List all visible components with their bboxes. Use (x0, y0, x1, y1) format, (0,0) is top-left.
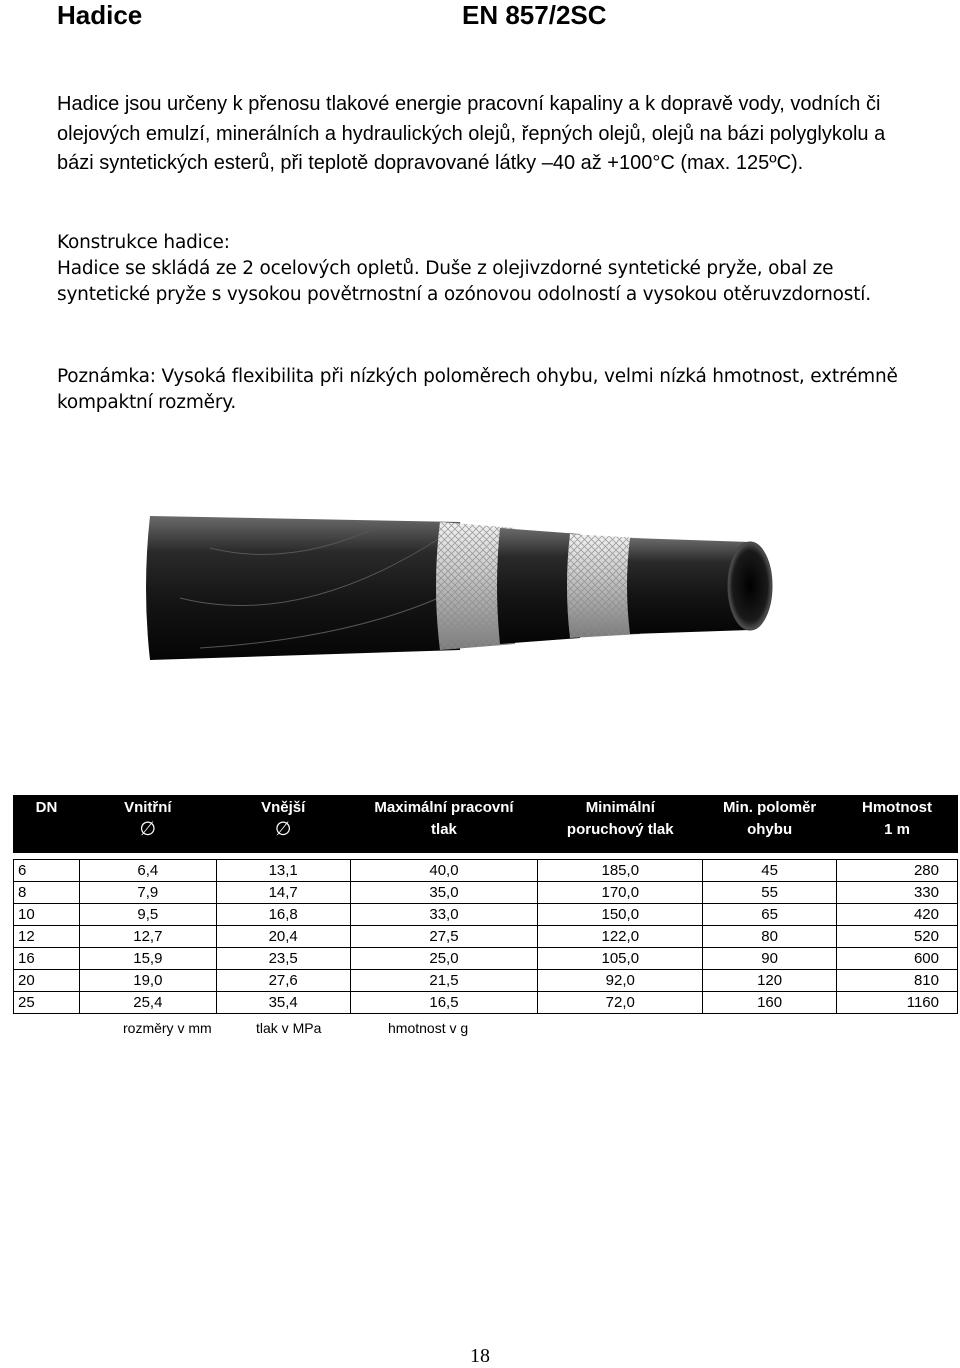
table-cell: 105,0 (538, 948, 703, 970)
table-cell: 6,4 (79, 860, 216, 882)
construction-text: Hadice se skládá ze 2 ocelových opletů. Duše z olejivzdorné syntetické pryže, obal ze syntetické pryže s vysokou povětrnostní a ozónovou odolností a vysokou otěruvzdorností. (57, 258, 871, 305)
standard-code: EN 857/2SC (462, 0, 607, 30)
table-cell: 25,4 (79, 992, 216, 1014)
table-row (14, 860, 958, 882)
table-cell: 27,5 (350, 926, 538, 948)
table-cell: 10 (14, 904, 80, 926)
table-cell: 160 (703, 992, 837, 1014)
table-cell: 420 (837, 904, 958, 926)
col-max-pressure: Maximální pracovní tlak (350, 796, 538, 853)
col-weight: Hmotnost 1 m (837, 796, 958, 853)
table-cell: 122,0 (538, 926, 703, 948)
page-number: 18 (470, 1345, 490, 1367)
page-title: Hadice (57, 0, 143, 30)
table-cell: 330 (837, 882, 958, 904)
col-bend-radius: Min. poloměr ohybu (703, 796, 837, 853)
intro-paragraph: Hadice jsou určeny k přenosu tlakové energie pracovní kapaliny a k dopravě vody, vodních či olejových emulzí, minerálních a hydraulických olejů, řepných olejů, olejů na bázi polyglykolu a bázi syntetických esterů, při teplotě dopravované látky –40 až +100°C (max. 125ºC). (57, 93, 886, 174)
table-cell: 55 (703, 882, 837, 904)
col-inner-diameter: Vnitřní ∅ (79, 796, 216, 853)
table-cell: 15,9 (79, 948, 216, 970)
diameter-icon: ∅ (139, 819, 157, 840)
note-paragraph: Poznámka: Vysoká flexibilita při nízkých poloměrech ohybu, velmi nízká hmotnost, extrémně kompaktní rozměry. (57, 366, 898, 413)
table-cell: 170,0 (538, 882, 703, 904)
table-row (14, 926, 958, 948)
table-cell: 280 (837, 860, 958, 882)
table-cell: 12,7 (79, 926, 216, 948)
units-pressure: tlak v MPa (256, 1020, 322, 1036)
table-row (14, 970, 958, 992)
col-dn: DN (14, 796, 80, 853)
table-cell: 1160 (837, 992, 958, 1014)
col-burst-pressure: Minimální poruchový tlak (538, 796, 703, 853)
table-header-row (14, 796, 958, 853)
construction-heading: Konstrukce hadice: (57, 232, 230, 253)
table-cell: 20 (14, 970, 80, 992)
table-cell: 27,6 (216, 970, 350, 992)
table-row (14, 948, 958, 970)
table-cell: 12 (14, 926, 80, 948)
table-cell: 14,7 (216, 882, 350, 904)
units-dimensions: rozměry v mm (123, 1020, 212, 1036)
table-cell: 25,0 (350, 948, 538, 970)
table-cell: 6 (14, 860, 80, 882)
table-cell: 90 (703, 948, 837, 970)
table-cell: 92,0 (538, 970, 703, 992)
table-cell: 520 (837, 926, 958, 948)
construction-section (57, 230, 917, 308)
table-cell: 120 (703, 970, 837, 992)
table-cell: 40,0 (350, 860, 538, 882)
table-cell: 45 (703, 860, 837, 882)
hose-image (140, 508, 780, 668)
table-cell: 72,0 (538, 992, 703, 1014)
table-row (14, 992, 958, 1014)
table-cell: 8 (14, 882, 80, 904)
table-cell: 16,8 (216, 904, 350, 926)
table-row (14, 882, 958, 904)
hose-end (728, 542, 772, 630)
table-cell: 35,4 (216, 992, 350, 1014)
table-cell: 19,0 (79, 970, 216, 992)
table-cell: 35,0 (350, 882, 538, 904)
table-cell: 21,5 (350, 970, 538, 992)
table-cell: 150,0 (538, 904, 703, 926)
table-cell: 65 (703, 904, 837, 926)
col-outer-diameter: Vnější ∅ (216, 796, 350, 853)
table-cell: 23,5 (216, 948, 350, 970)
spec-table (13, 795, 958, 1014)
table-cell: 33,0 (350, 904, 538, 926)
diameter-icon: ∅ (274, 819, 292, 840)
hose-cover (146, 516, 460, 660)
table-cell: 20,4 (216, 926, 350, 948)
table-cell: 25 (14, 992, 80, 1014)
table-cell: 600 (837, 948, 958, 970)
table-cell: 80 (703, 926, 837, 948)
table-cell: 7,9 (79, 882, 216, 904)
table-cell: 13,1 (216, 860, 350, 882)
table-cell: 810 (837, 970, 958, 992)
table-cell: 16 (14, 948, 80, 970)
table-cell: 185,0 (538, 860, 703, 882)
table-cell: 16,5 (350, 992, 538, 1014)
units-weight: hmotnost v g (388, 1020, 469, 1036)
table-cell: 9,5 (79, 904, 216, 926)
table-row (14, 904, 958, 926)
